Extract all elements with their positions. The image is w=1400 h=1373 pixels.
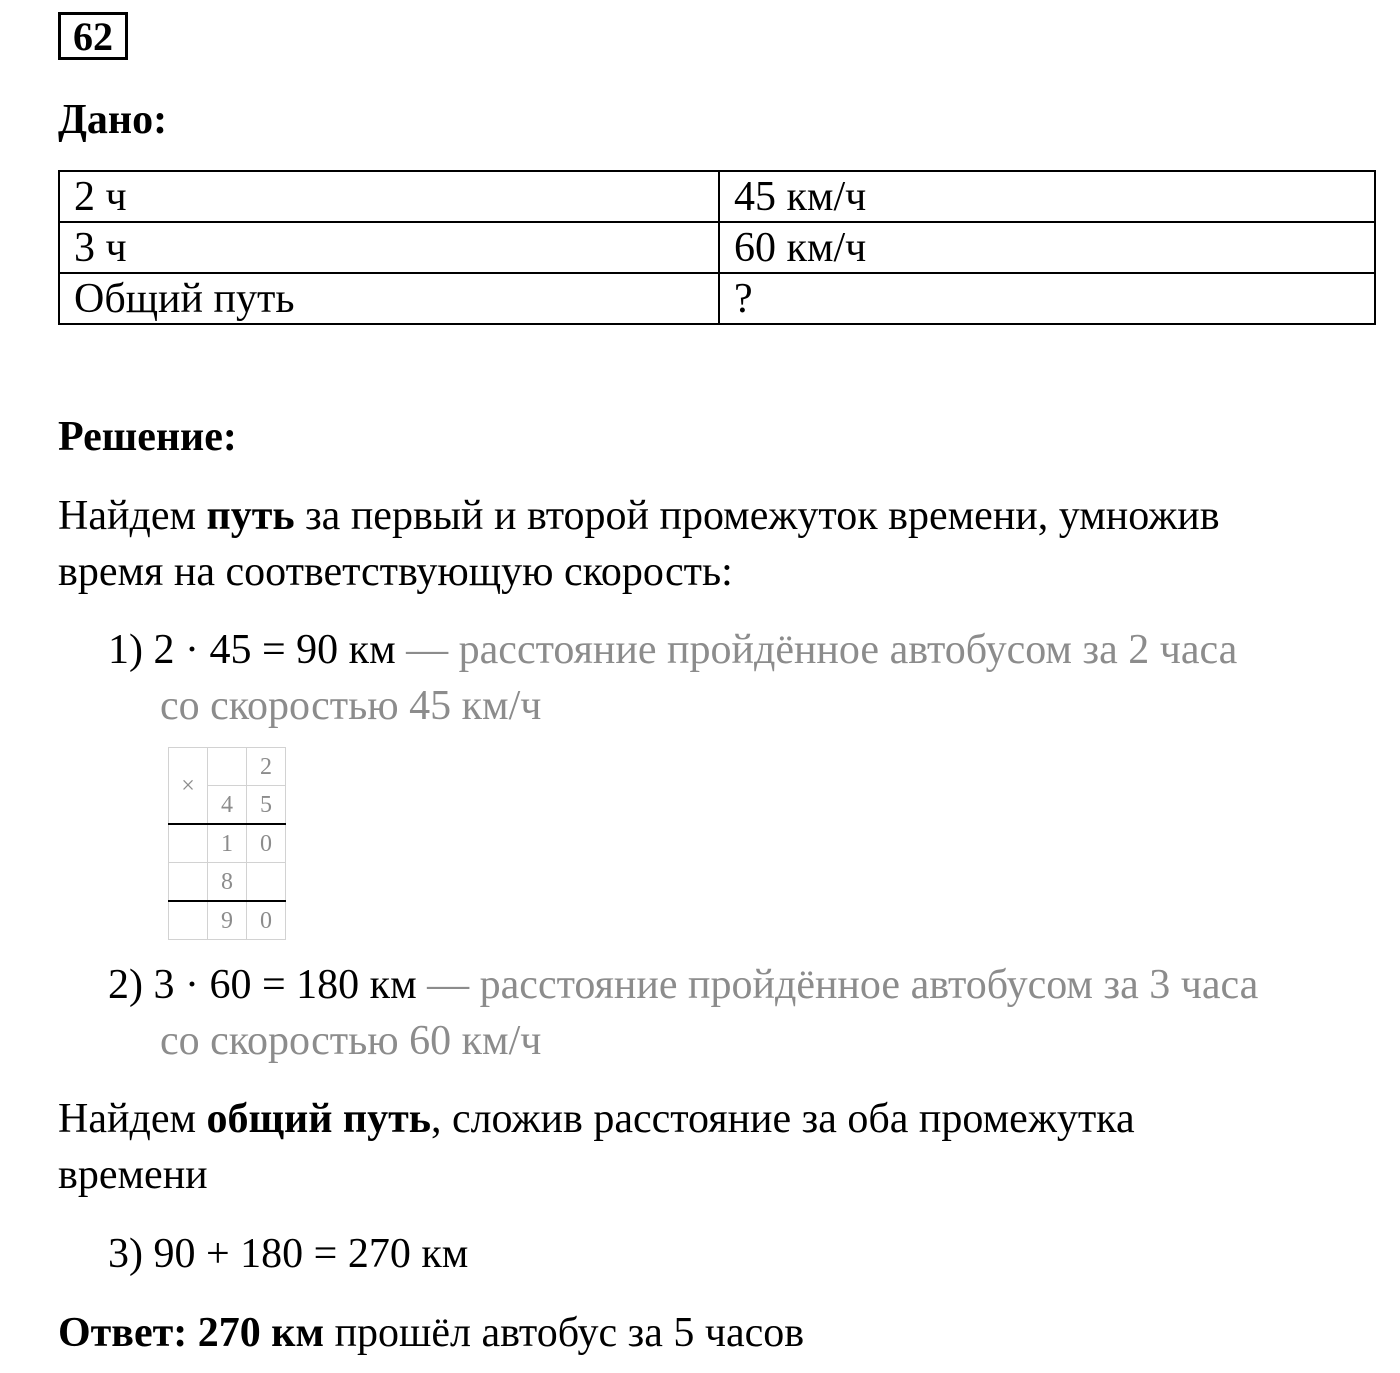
task-number: 62: [58, 12, 128, 60]
calc-cell: [169, 863, 208, 902]
multiply-sign: ×: [169, 748, 208, 825]
calc-cell: 9: [208, 901, 247, 940]
solution-intro: [58, 488, 1220, 600]
answer-value: 270 км: [197, 1310, 325, 1356]
table-row: [59, 222, 1375, 273]
table-row: [59, 171, 1375, 222]
given-cell: 3 ч: [59, 222, 719, 273]
step-2: [108, 957, 1258, 1013]
sum-intro-bold-term: общий путь: [206, 1096, 431, 1142]
calc-row: [169, 824, 286, 863]
given-cell: 60 км/ч: [719, 222, 1375, 273]
answer-text: прошёл автобус за 5 часов: [324, 1310, 805, 1356]
step-1-comment: — расстояние пройдённое автобусом за 2 часа: [406, 627, 1238, 673]
given-heading: Дано:: [58, 97, 168, 143]
calc-row: [169, 901, 286, 940]
calc-row: [169, 863, 286, 902]
step-1-comment-line2: со скоростью 45 км/ч: [160, 683, 542, 729]
calc-cell: 4: [208, 786, 247, 825]
intro-text-line2: время на соответствующую скорость:: [58, 549, 733, 595]
sum-intro-text: , сложив расстояние за оба промежутка: [430, 1096, 1135, 1142]
calc-cell: 8: [208, 863, 247, 902]
solution-heading: Решение:: [58, 414, 237, 460]
step-2-comment: — расстояние пройдённое автобусом за 3 часа: [427, 962, 1259, 1008]
calc-cell: [169, 824, 208, 863]
sum-intro: [58, 1091, 1135, 1203]
given-cell: 2 ч: [59, 171, 719, 222]
given-cell: ?: [719, 273, 1375, 324]
calc-cell: [169, 901, 208, 940]
calc-cell: 5: [247, 786, 286, 825]
column-multiplication: [168, 747, 286, 940]
calc-cell: [208, 748, 247, 786]
sum-intro-text: Найдем: [58, 1096, 207, 1142]
calc-cell: 0: [247, 901, 286, 940]
calc-cell: 1: [208, 824, 247, 863]
answer-label: Ответ:: [58, 1310, 188, 1356]
table-row: [59, 273, 1375, 324]
intro-text: за первый и второй промежуток времени, умножив: [294, 493, 1220, 539]
given-table: [58, 170, 1376, 325]
calc-cell: [247, 863, 286, 902]
step-3-formula: 3) 90 + 180 = 270 км: [108, 1231, 469, 1277]
step-1-formula: 1) 2 · 45 = 90 км: [108, 627, 396, 673]
calc-cell: 2: [247, 748, 286, 786]
step-1: [108, 622, 1237, 678]
calc-cell: 0: [247, 824, 286, 863]
given-cell: 45 км/ч: [719, 171, 1375, 222]
step-2-comment-line2: со скоростью 60 км/ч: [160, 1018, 542, 1064]
step-2-formula: 2) 3 · 60 = 180 км: [108, 962, 417, 1008]
calc-row: [169, 748, 286, 786]
intro-bold-term: путь: [206, 493, 295, 539]
answer: [58, 1305, 804, 1361]
intro-text: Найдем: [58, 493, 207, 539]
given-cell: Общий путь: [59, 273, 719, 324]
sum-intro-text-line2: времени: [58, 1152, 208, 1198]
